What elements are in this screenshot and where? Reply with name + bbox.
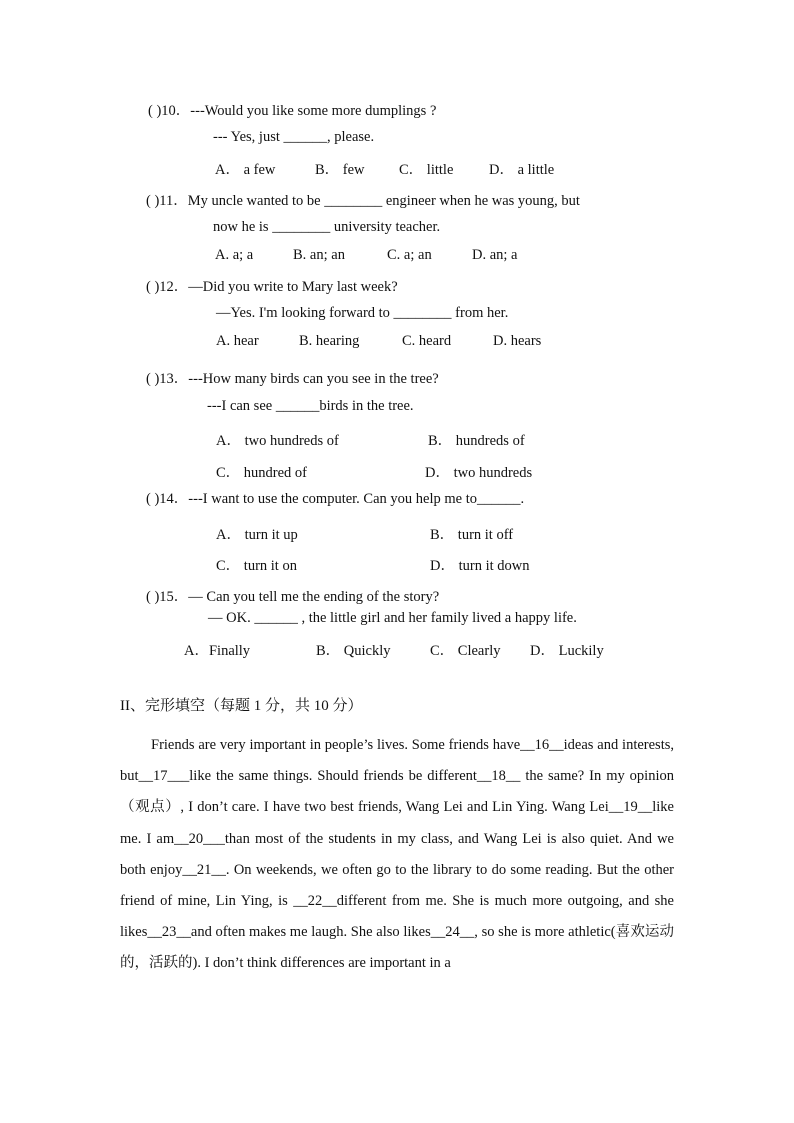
q12-option-c: C. heard xyxy=(402,333,452,349)
question-12-stem: ( )12．—Did you write to Mary last week? xyxy=(146,279,398,295)
q12-option-d: D. hears xyxy=(493,333,542,349)
q14-option-c: C． turn it on xyxy=(216,558,297,574)
q12-option-a: A. hear xyxy=(216,333,259,349)
q13-option-c: C． hundred of xyxy=(216,465,308,481)
q15-option-b: B． Quickly xyxy=(316,643,391,659)
q11-option-c: C. a; an xyxy=(387,247,432,263)
q12-option-b: B. hearing xyxy=(299,333,360,349)
q10-option-c: C． little xyxy=(399,162,454,178)
q15-option-d: D． Luckily xyxy=(530,643,604,659)
q10-option-a: A． a few xyxy=(215,162,276,178)
q15-option-c: C． Clearly xyxy=(430,643,501,659)
question-11-stem-cont: now he is ________ university teacher. xyxy=(213,219,441,235)
q13-option-a: A． two hundreds of xyxy=(216,433,339,449)
q14-option-a: A． turn it up xyxy=(216,527,298,543)
question-15-answer-line: — OK. ______ , the little girl and her family lived a happy life. xyxy=(208,610,577,626)
q11-option-a: A. a; a xyxy=(215,247,254,263)
question-10-stem: ( )10．---Would you like some more dumplings ? xyxy=(148,103,437,119)
q14-option-d: D． turn it down xyxy=(430,558,530,574)
question-12-answer-line: —Yes. I'm looking forward to ________ from her. xyxy=(216,305,509,321)
q13-option-b: B． hundreds of xyxy=(428,433,525,449)
q14-option-b: B． turn it off xyxy=(430,527,514,543)
q13-option-d: D． two hundreds xyxy=(425,465,533,481)
question-13-answer-line: ---I can see ______birds in the tree. xyxy=(207,398,414,414)
q11-option-b: B. an; an xyxy=(293,247,345,263)
question-15-stem: ( )15．— Can you tell me the ending of the story? xyxy=(146,589,440,605)
cloze-passage: Friends are very important in people’s lives. Some friends have__16__ideas and interests, but__17___like the same things. Should friends be different__18__ the same? In my opinion （观点）, I don’t care. I have two best friends, Wang Lei and Lin Ying. Wang Lei__19__like me. I am__20___than most of the students in my class, and Wang Lei is also quiet. And we both enjoy__21__. On weekends, we often go to the library to do some reading. But the other friend of mine, Lin Ying, is __22__different from me. She is much more outgoing, and she likes__23__and often makes me laugh. She also likes__24__, so she is more athletic(喜欢运动的，活跃的). I don’t think differences are important in a xyxy=(120,737,674,972)
question-14-stem: ( )14．---I want to use the computer. Can you help me to______. xyxy=(146,491,525,507)
q11-option-d: D. an; a xyxy=(472,247,518,263)
question-11-stem: ( )11．My uncle wanted to be ________ engineer when he was young, but xyxy=(146,193,580,209)
section-title-cloze: II、完形填空（每题 1 分，共 10 分） xyxy=(120,698,363,714)
question-10-answer-line: --- Yes, just ______, please. xyxy=(213,129,375,145)
question-13-stem: ( )13．---How many birds can you see in the tree? xyxy=(146,371,439,387)
q10-option-b: B． few xyxy=(315,162,365,178)
q15-option-a: A．Finally xyxy=(184,643,251,659)
q10-option-d: D． a little xyxy=(489,162,555,178)
